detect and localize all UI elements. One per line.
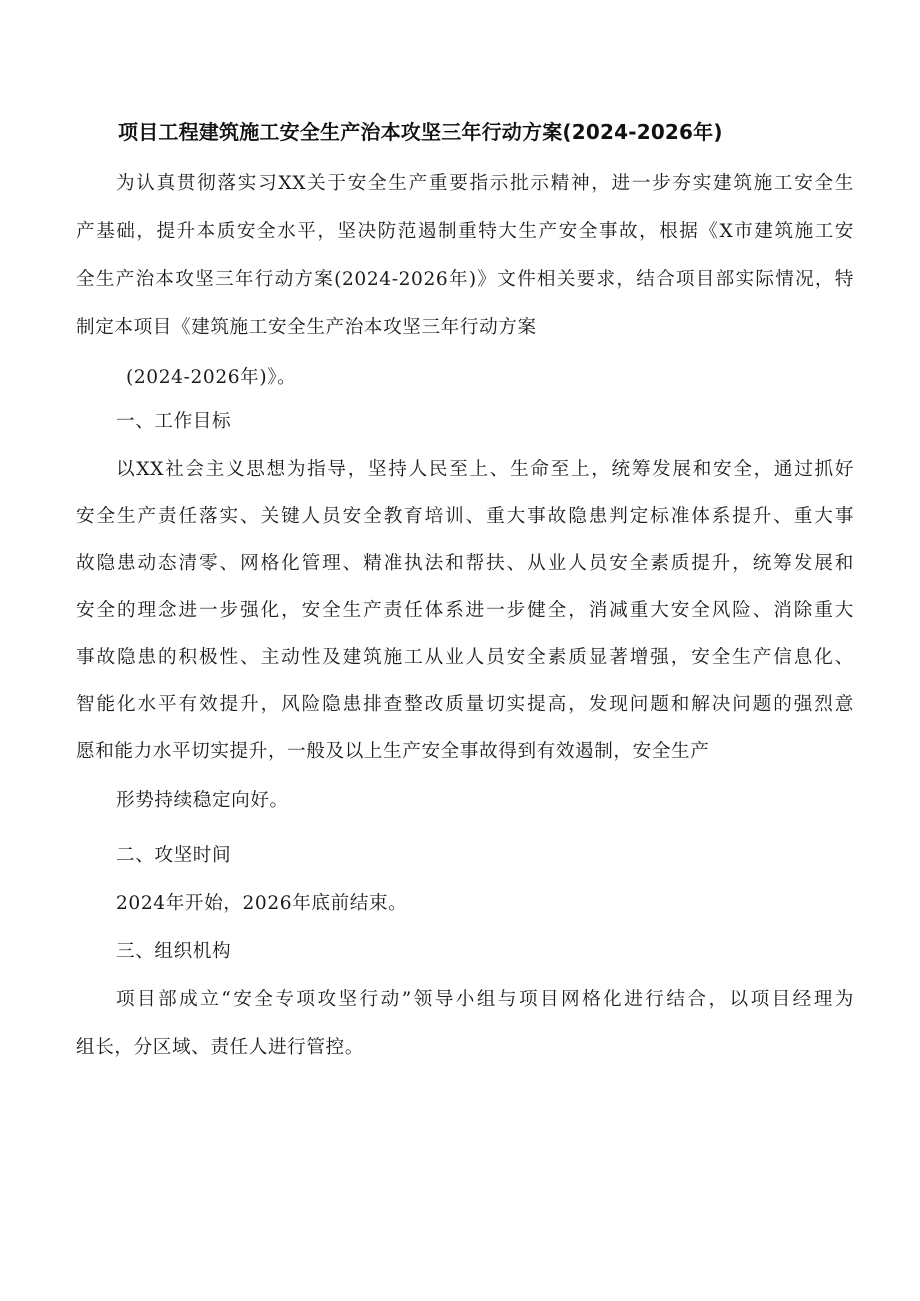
paragraph-line: 2024年开始，2026年底前结束。	[116, 893, 408, 914]
section-heading-period	[76, 838, 854, 874]
section-heading-goals	[76, 404, 854, 440]
period-paragraph	[76, 886, 854, 922]
section-heading-organization	[76, 934, 854, 970]
paragraph-line: 安全生产责任落实、关键人员安全教育培训、重大事故隐患判定标准体系提升、重大事	[76, 506, 854, 527]
paragraph-line: 组长，分区域、责任人进行管控。	[76, 1037, 364, 1058]
section-heading: 一、工作目标	[116, 411, 232, 432]
paragraph-line: 故隐患动态清零、网格化管理、精准执法和帮扶、从业人员安全素质提升，统筹发展和	[76, 553, 854, 574]
paragraph-line: 愿和能力水平切实提升，一般及以上生产安全事故得到有效遏制，安全生产	[76, 741, 710, 762]
paragraph-line: 安全的理念进一步强化，安全生产责任体系进一步健全，消减重大安全风险、消除重大	[76, 600, 854, 621]
paragraph-line: 全生产治本攻坚三年行动方案(2024-2026年)》文件相关要求，结合项目部实际情况，特	[76, 269, 854, 290]
paragraph-line: (2024-2026年)》。	[126, 367, 297, 388]
paragraph-line: 制定本项目《建筑施工安全生产治本攻坚三年行动方案	[76, 317, 537, 338]
paragraph-line: 为认真贯彻落实习XX关于安全生产重要指示批示精神，进一步夯实建筑施工安全生	[116, 173, 854, 194]
paragraph-line: 项目部成立“安全专项攻坚行动”领导小组与项目网格化进行结合，以项目经理为	[116, 989, 854, 1010]
paragraph-line: 以XX社会主义思想为指导，坚持人民至上、生命至上，统筹发展和安全，通过抓好	[116, 459, 854, 480]
organization-paragraph	[76, 982, 854, 1066]
goals-paragraph	[76, 452, 854, 819]
paragraph-line: 智能化水平有效提升，风险隐患排查整改质量切实提高，发现问题和解决问题的强烈意	[76, 694, 854, 715]
section-heading: 二、攻坚时间	[116, 845, 232, 866]
section-heading: 三、组织机构	[116, 941, 232, 962]
paragraph-line: 事故隐患的积极性、主动性及建筑施工从业人员安全素质显著增强，安全生产信息化、	[76, 647, 854, 668]
paragraph-line: 形势持续稳定向好。	[116, 790, 289, 811]
document-title: 项目工程建筑施工安全生产治本攻坚三年行动方案(2024-2026年)	[118, 120, 723, 144]
paragraph-line: 产基础，提升本质安全水平，坚决防范遏制重特大生产安全事故，根据《X市建筑施工安	[76, 221, 854, 242]
intro-paragraph	[76, 166, 854, 396]
